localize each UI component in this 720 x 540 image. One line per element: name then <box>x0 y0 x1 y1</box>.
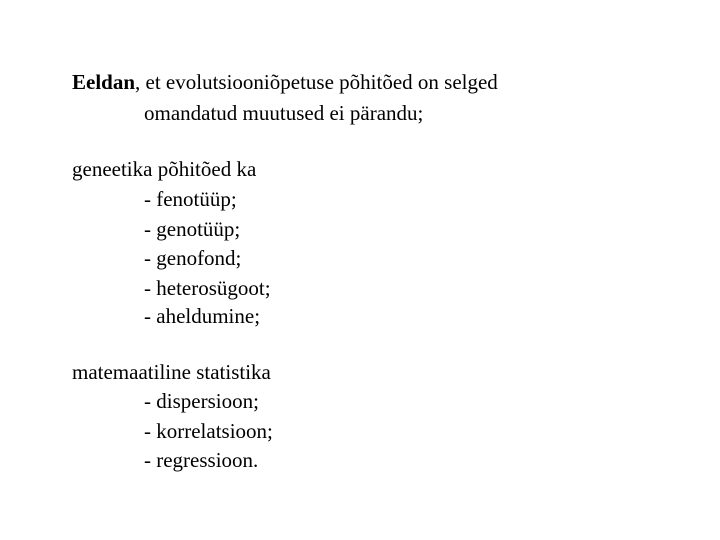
intro-text: , et evolutsiooniõpetuse põhitõed on selged <box>135 70 498 94</box>
intro-bold-word: Eeldan <box>72 70 136 94</box>
intro-line <box>72 70 498 94</box>
statistics-item-3: - regressioon. <box>144 448 259 472</box>
statistics-item-2: - korrelatsioon; <box>144 419 273 443</box>
statistics-heading: matemaatiline statistika <box>72 360 271 384</box>
genetics-item-2: - genotüüp; <box>144 217 241 241</box>
statistics-item-1: - dispersioon; <box>144 389 259 413</box>
genetics-item-4: - heterosügoot; <box>144 276 271 300</box>
genetics-heading: geneetika põhitõed ka <box>72 157 257 181</box>
genetics-item-1: - fenotüüp; <box>144 187 237 211</box>
intro-continuation: omandatud muutused ei pärandu; <box>144 101 424 125</box>
genetics-item-3: - genofond; <box>144 246 242 270</box>
genetics-item-5: - aheldumine; <box>144 304 261 328</box>
